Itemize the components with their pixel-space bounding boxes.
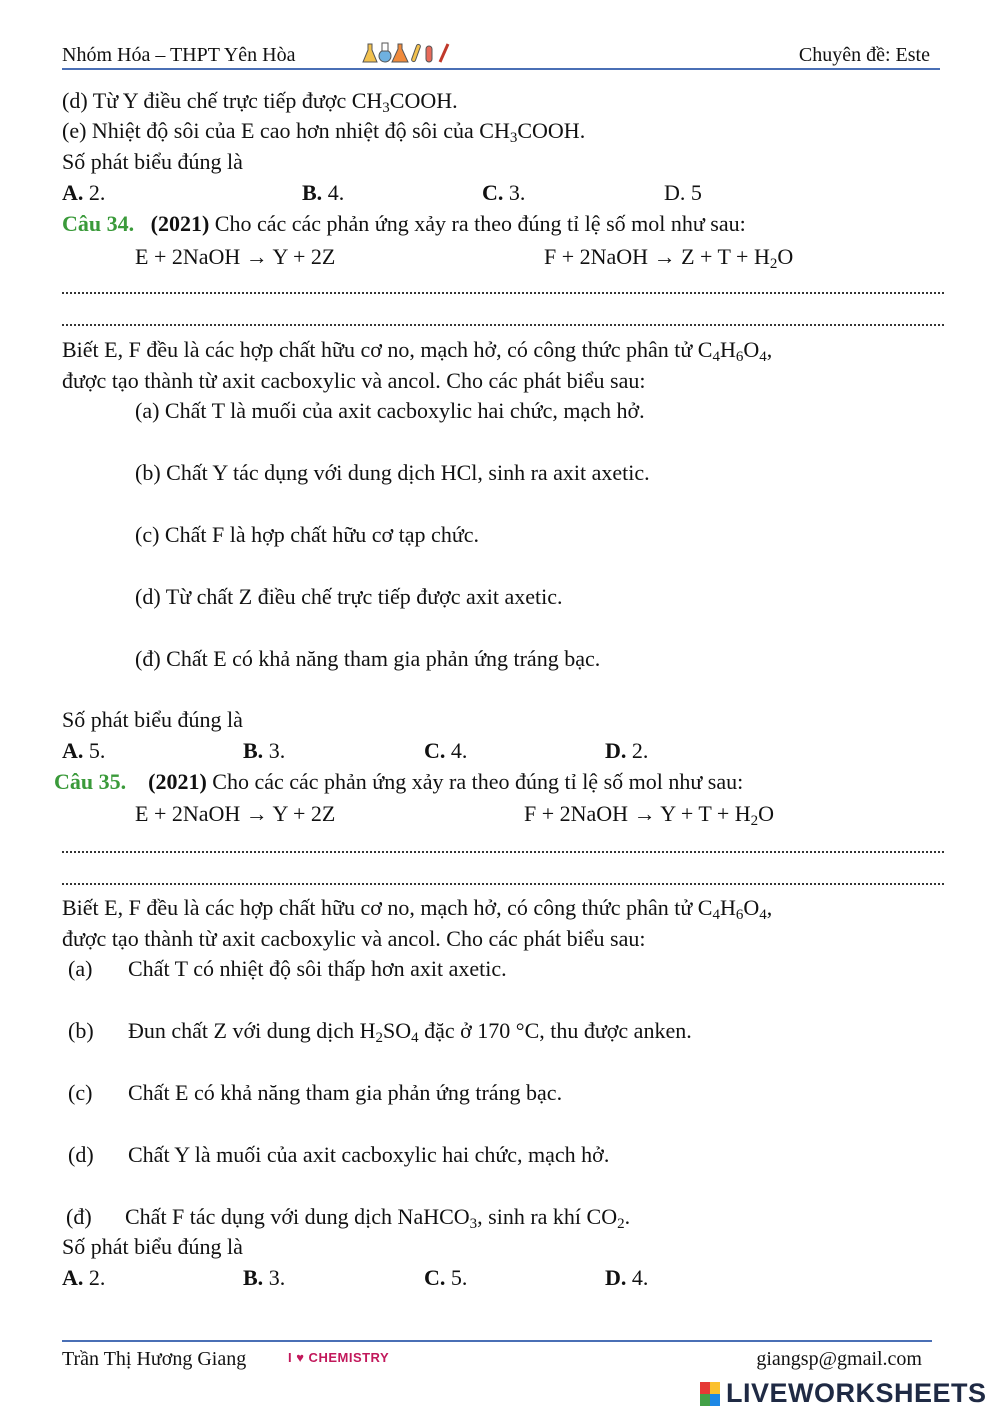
- question-34-stem: Câu 34. (2021) Cho các các phản ứng xảy ra theo đúng tỉ lệ số mol như sau:: [62, 211, 746, 236]
- answer-prompt: Số phát biểu đúng là: [62, 707, 243, 732]
- answer-prompt: Số phát biểu đúng là: [62, 1234, 243, 1259]
- statement-a: (a) Chất T là muối của axit cacboxylic hai chức, mạch hở.: [135, 398, 645, 423]
- footer-rule: [62, 1340, 932, 1342]
- header-right: Chuyên đề: Este: [798, 44, 930, 66]
- answer-prompt: Số phát biểu đúng là: [62, 149, 243, 174]
- equation-2: F + 2NaOH → $Y + T + H_2O$: [524, 801, 775, 829]
- answer-line[interactable]: [62, 324, 944, 326]
- statement-a: Chất T có nhiệt độ sôi thấp hơn axit axetic.: [128, 956, 507, 981]
- option-b[interactable]: B. 4.: [302, 180, 345, 205]
- statement-d: (d) Từ chất Z điều chế trực tiếp được axit axetic.: [135, 584, 563, 609]
- option-d[interactable]: D. 2.: [605, 738, 649, 763]
- option-d[interactable]: D. 4.: [605, 1265, 649, 1290]
- statement-c: Chất E có khả năng tham gia phản ứng tráng bạc.: [128, 1080, 563, 1105]
- question-number: Câu 34.: [62, 211, 135, 236]
- lab-glassware-icon: [362, 40, 454, 71]
- option-c[interactable]: C. 3.: [482, 180, 526, 205]
- statement-e: (e) Nhiệt độ sôi của E cao hơn nhiệt độ sôi của $CH_3COOH$.: [62, 118, 586, 146]
- option-a[interactable]: A. 2.: [62, 1265, 106, 1290]
- option-b[interactable]: B. 3.: [243, 1265, 286, 1290]
- statement-dd: (đ) Chất E có khả năng tham gia phản ứng tráng bạc.: [135, 646, 601, 671]
- statement-b: (b) Chất Y tác dụng với dung dịch HCl, sinh ra axit axetic.: [135, 460, 650, 485]
- answer-line[interactable]: [62, 292, 944, 294]
- option-c[interactable]: C. 5.: [424, 1265, 468, 1290]
- answer-blank[interactable]: [135, 490, 835, 518]
- question-number: Câu 35.: [54, 769, 127, 794]
- answer-blank[interactable]: [135, 676, 835, 704]
- answer-blank[interactable]: [135, 1110, 835, 1138]
- statement-b: Đun chất Z với dung dịch $H_2SO_4$ đặc ở 170 °C, thu được anken.: [128, 1018, 692, 1046]
- answer-blank[interactable]: [135, 428, 835, 456]
- statement-dd-label: (đ): [66, 1204, 92, 1229]
- header-rule: [62, 68, 940, 70]
- answer-blank[interactable]: [135, 1172, 835, 1200]
- answer-line[interactable]: [62, 851, 944, 853]
- option-a[interactable]: A. 2.: [62, 180, 106, 205]
- option-b[interactable]: B. 3.: [243, 738, 286, 763]
- liveworksheets-icon: [700, 1382, 720, 1406]
- liveworksheets-logo[interactable]: [700, 1378, 987, 1409]
- answer-blank[interactable]: [135, 552, 835, 580]
- chemistry-badge: I ♥ CHEMISTRY: [288, 1350, 390, 1365]
- question-35-stem: Câu 35. (2021) Cho các các phản ứng xảy ra theo đúng tỉ lệ số mol như sau:: [54, 769, 744, 794]
- given-line-1: Biết E, F đều là các hợp chất hữu cơ no, mạch hở, có công thức phân tử $C_4H_6O_4$,: [62, 337, 773, 365]
- option-a[interactable]: A. 5.: [62, 738, 106, 763]
- answer-blank[interactable]: [135, 986, 835, 1014]
- given-line-2: được tạo thành từ axit cacboxylic và ancol. Cho các phát biểu sau:: [62, 368, 646, 393]
- given-line-1: Biết E, F đều là các hợp chất hữu cơ no, mạch hở, có công thức phân tử $C_4H_6O_4$,: [62, 895, 773, 923]
- statement-d: Chất Y là muối của axit cacboxylic hai chức, mạch hở.: [128, 1142, 610, 1167]
- footer-email: giangsp@gmail.com: [756, 1348, 922, 1370]
- header-left: Nhóm Hóa – THPT Yên Hòa: [62, 44, 296, 66]
- answer-line[interactable]: [62, 883, 944, 885]
- footer-author: Trần Thị Hương Giang: [62, 1348, 247, 1370]
- statement-d: (d) Từ Y điều chế trực tiếp được $CH_3COOH$.: [62, 88, 458, 116]
- given-line-2: được tạo thành từ axit cacboxylic và ancol. Cho các phát biểu sau:: [62, 926, 646, 951]
- equation-1: E + 2NaOH → Y + 2Z: [135, 244, 336, 269]
- answer-blank[interactable]: [135, 614, 835, 642]
- option-c[interactable]: C. 4.: [424, 738, 468, 763]
- brand-name: LIVEWORKSHEETS: [726, 1378, 987, 1408]
- statement-c-label: (c): [68, 1080, 93, 1105]
- option-d[interactable]: D. 5: [664, 180, 702, 205]
- statement-a-label: (a): [68, 956, 93, 981]
- statement-dd: Chất F tác dụng với dung dịch NaHCO$_3$, sinh ra khí $CO_2$.: [125, 1204, 631, 1232]
- equation-2: F + 2NaOH → $Z + T + H_2O$: [544, 244, 794, 272]
- equation-1: E + 2NaOH → Y + 2Z: [135, 801, 336, 826]
- statement-c: (c) Chất F là hợp chất hữu cơ tạp chức.: [135, 522, 480, 547]
- statement-b-label: (b): [68, 1018, 94, 1043]
- statement-d-label: (d): [68, 1142, 94, 1167]
- answer-blank[interactable]: [135, 1048, 835, 1076]
